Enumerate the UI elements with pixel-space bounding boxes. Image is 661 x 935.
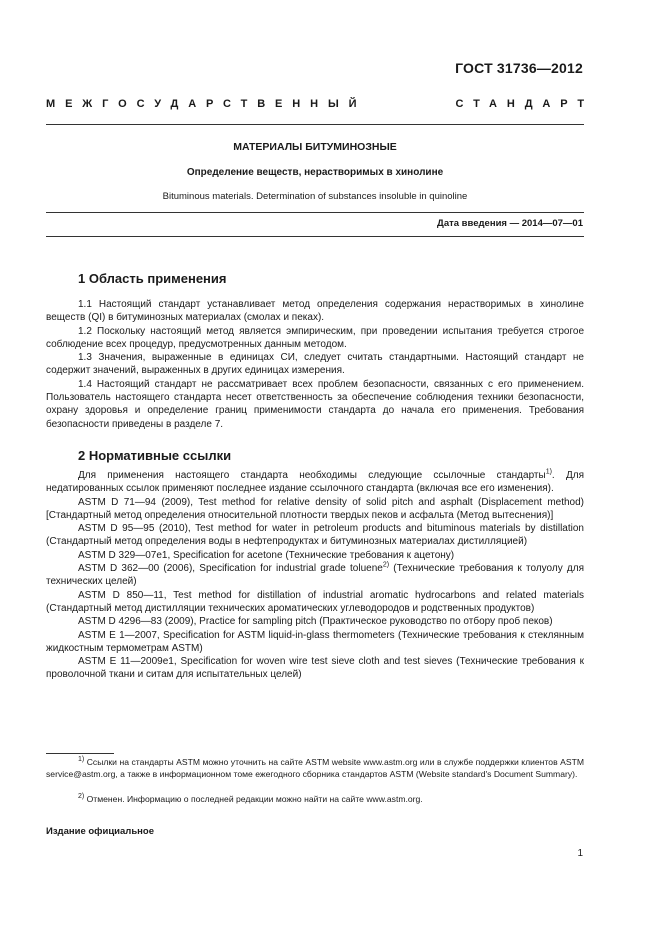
- reference-item: ASTM D 95—95 (2010), Test method for water in petroleum products and bituminous materials by distillation (Стандартный метод определения воды в нефтепродуктах и битуминозных материалах дистилляцией): [46, 523, 584, 548]
- reference-item: ASTM D 850—11, Test method for distillation of industrial aromatic hydrocarbons and related materials (Стандартный метод дистилляции технических ароматических углеводородов и родственных продуктов): [46, 589, 584, 614]
- document-id: ГОСТ 31736—2012: [455, 60, 583, 76]
- reference-item: ASTM D 362—00 (2006), Specification for industrial grade toluene$^{2)}$ (Технические требования к толуолу для технических целей): [46, 561, 584, 588]
- standard-word: СТАНДАРТ: [455, 98, 594, 110]
- footnote-ref-1[interactable]: 1): [545, 468, 552, 476]
- paragraph-1-3: 1.3 Значения, выраженные в единицах СИ, следует считать стандартными. Настоящий стандарт не содержит значений, выраженных в других единицах измерения.: [46, 352, 584, 377]
- page-number: 1: [577, 848, 583, 859]
- document-title: МАТЕРИАЛЫ БИТУМИНОЗНЫЕ: [233, 141, 397, 153]
- interstate-standard-banner: [46, 98, 594, 110]
- section-1-heading: 1 Область применения: [78, 271, 227, 286]
- section-2-heading: 2 Нормативные ссылки: [78, 448, 232, 463]
- reference-item: ASTM D 329—07e1, Specification for acetone (Технические требования к ацетону): [78, 549, 455, 561]
- paragraph-1-2: 1.2 Поскольку настоящий метод является эмпирическим, при проведении испытания требуется строгое соблюдение всех процедур, предусмотренных данным методом.: [46, 325, 584, 350]
- divider: [46, 124, 584, 125]
- section-1-body: [46, 298, 584, 431]
- footnote-2: $^{2)}$ Отменен. Информацию о последней редакции можно найти на сайте www.astm.org.: [78, 793, 423, 804]
- english-title: Bituminous materials. Determination of substances insoluble in quinoline: [162, 191, 468, 202]
- reference-item: ASTM E 11—2009e1, Specification for woven wire test sieve cloth and test sieves (Технические требования к проволочной ткани и ситам для испытательных целей): [46, 656, 584, 681]
- reference-item: ASTM D 4296—83 (2009), Practice for sampling pitch (Практическое руководство по отбору проб пеков): [78, 616, 553, 628]
- official-edition-label: Издание официальное: [46, 826, 154, 837]
- divider: [46, 212, 584, 213]
- divider: [46, 236, 584, 237]
- section-2-intro: Для применения настоящего стандарта необходимы следующие ссылочные стандарты$^{1)}$. Для недатированных ссылок применяют последнее издание ссылочного стандарта (включая все его изменения).: [46, 468, 584, 495]
- reference-item: ASTM E 1—2007, Specification for ASTM liquid-in-glass thermometers (Технические требования к стеклянным жидкостным термометрам ASTM): [46, 629, 584, 654]
- footnote-divider: [46, 753, 114, 754]
- reference-item: ASTM D 71—94 (2009), Test method for relative density of solid pitch and asphalt (Displacement method) [Стандартный метод определения относительной плотности твердых пеков и асфальта (Метод вытеснения)]: [46, 496, 584, 521]
- paragraph-1-4: 1.4 Настоящий стандарт не рассматривает всех проблем безопасности, связанных с его применением. Пользователь настоящего стандарта несет ответственность за обеспечение соблюдения техники безопасности, охрану здоровья и определение границ применимости стандарта до начала его применения. Требования безопасности приведены в разделе 7.: [46, 378, 584, 430]
- section-2-body: [46, 469, 584, 682]
- document-subtitle: Определение веществ, нерастворимых в хинолине: [186, 167, 444, 178]
- introduction-date: Дата введения — 2014—07—01: [437, 218, 583, 229]
- interstate-word: МЕЖГОСУДАРСТВЕННЫЙ: [46, 98, 367, 110]
- footnote-1: $^{1)}$ Ссылки на стандарты ASTM можно уточнить на сайте ASTM website www.astm.org или в службе поддержки клиентов ASTM service@astm.org, а также в информационном томе ежегодного сборника стандартов ASTM (Website standard's Document Summary).: [46, 756, 584, 779]
- paragraph-1-1: 1.1 Настоящий стандарт устанавливает метод определения содержания нерастворимых в хинолине веществ (QI) в битуминозных материалах (смолах и пеках).: [46, 299, 584, 324]
- footnote-ref-2[interactable]: 2): [382, 561, 390, 569]
